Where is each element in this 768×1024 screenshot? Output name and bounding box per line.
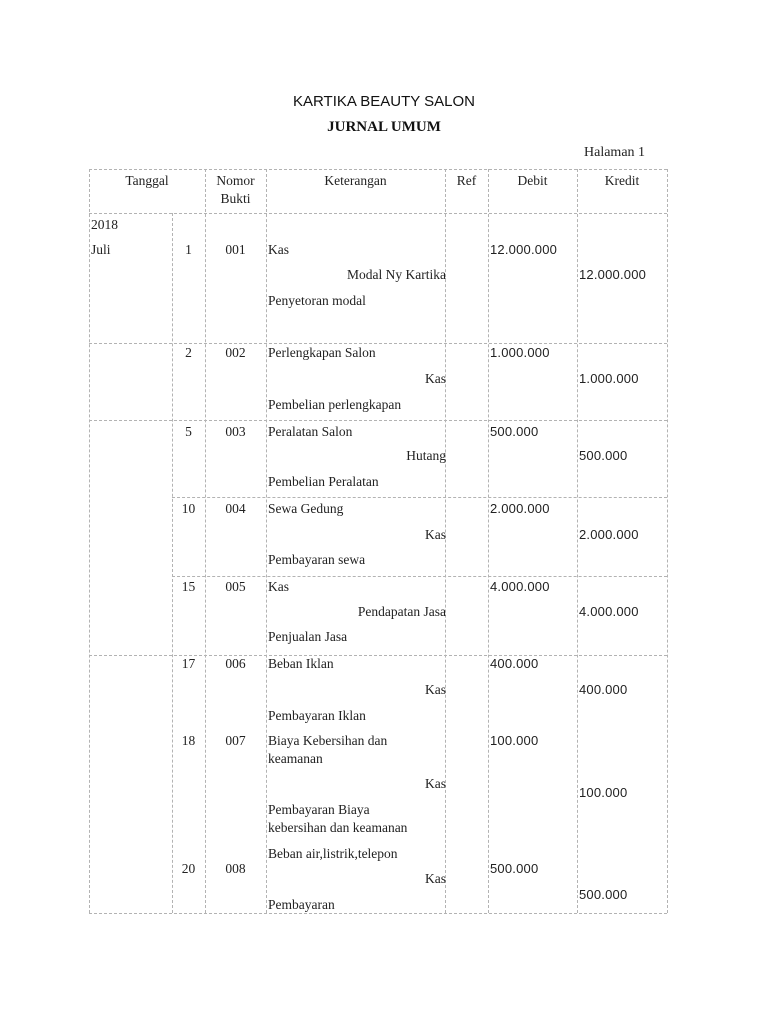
- entry-description: Pembelian Peralatan: [268, 474, 379, 489]
- debit-amount: 500.000: [490, 861, 539, 876]
- entry-day: 1: [185, 242, 192, 257]
- credit-account: Kas: [425, 682, 446, 697]
- credit-account: Kas: [425, 371, 446, 386]
- credit-account: Pendapatan Jasa: [357, 604, 446, 619]
- credit-account: Modal Ny Kartika: [347, 267, 446, 282]
- debit-account: Beban air,listrik,telepon: [268, 846, 398, 861]
- row-divider: [172, 576, 667, 577]
- entry-day: 18: [181, 733, 196, 748]
- year-label: 2018: [91, 217, 118, 232]
- credit-amount: 1.000.000: [579, 371, 639, 386]
- debit-amount: 500.000: [490, 424, 539, 439]
- header-tanggal: Tanggal: [125, 173, 169, 188]
- credit-account: Hutang: [406, 448, 446, 463]
- entry-description: Pembayaran sewa: [268, 552, 366, 567]
- debit-amount: 12.000.000: [490, 242, 558, 257]
- credit-amount: 100.000: [579, 785, 628, 800]
- entry-bukti: 003: [225, 424, 246, 439]
- entry-bukti: 005: [225, 579, 246, 594]
- debit-account: Perlengkapan Salon: [268, 345, 376, 360]
- entry-day: 15: [181, 579, 196, 594]
- entry-description: Penjualan Jasa: [268, 629, 348, 644]
- entry-bukti: 004: [225, 501, 246, 516]
- debit-amount: 400.000: [490, 656, 539, 671]
- entry-bukti: 007: [225, 733, 246, 748]
- entry-day: 10: [181, 501, 196, 516]
- debit-account: Beban Iklan: [268, 656, 334, 671]
- credit-account: Kas: [425, 871, 446, 886]
- debit-account: Biaya Kebersihan dan keamanan: [268, 733, 388, 766]
- credit-amount: 500.000: [579, 887, 628, 902]
- credit-account: Kas: [425, 527, 446, 542]
- row-divider: [89, 420, 667, 421]
- debit-amount: 4.000.000: [490, 579, 550, 594]
- credit-amount: 500.000: [579, 448, 628, 463]
- entry-bukti: 002: [225, 345, 246, 360]
- debit-amount: 2.000.000: [490, 501, 550, 516]
- table-border-top: [89, 169, 667, 170]
- table-border-bottom: [89, 913, 667, 914]
- entry-description: Pembayaran Biaya kebersihan dan keamanan: [268, 802, 408, 835]
- column-divider: [205, 169, 206, 913]
- header-divider: [89, 213, 667, 214]
- column-divider: [266, 169, 267, 913]
- credit-account: Kas: [425, 776, 446, 791]
- entry-description: Pembelian perlengkapan: [268, 397, 402, 412]
- credit-amount: 12.000.000: [579, 267, 647, 282]
- debit-account: Sewa Gedung: [268, 501, 344, 516]
- company-title: KARTIKA BEAUTY SALON: [292, 93, 475, 110]
- month-label: Juli: [91, 242, 111, 257]
- credit-amount: 400.000: [579, 682, 628, 697]
- entry-bukti: 001: [225, 242, 246, 257]
- header-nomor-bukti: Nomor Bukti: [216, 173, 255, 206]
- debit-amount: 100.000: [490, 733, 539, 748]
- table-border-right: [667, 169, 668, 913]
- column-divider: [488, 169, 489, 913]
- page-number: Halaman 1: [584, 145, 646, 160]
- entry-day: 2: [185, 345, 192, 360]
- debit-account: Peralatan Salon: [268, 424, 353, 439]
- row-divider: [172, 497, 667, 498]
- debit-amount: 1.000.000: [490, 345, 550, 360]
- entry-bukti: 008: [225, 861, 246, 876]
- header-debit: Debit: [517, 173, 548, 188]
- entry-bukti: 006: [225, 656, 246, 671]
- debit-account: Kas: [268, 579, 289, 594]
- table-border-left: [89, 169, 90, 913]
- column-divider: [172, 213, 173, 913]
- entry-description: Pembayaran: [268, 897, 335, 912]
- credit-amount: 4.000.000: [579, 604, 639, 619]
- header-keterangan: Keterangan: [324, 173, 387, 188]
- credit-amount: 2.000.000: [579, 527, 639, 542]
- entry-description: Penyetoran modal: [268, 293, 366, 308]
- journal-title: JURNAL UMUM: [327, 119, 441, 135]
- debit-account: Kas: [268, 242, 289, 257]
- header-ref: Ref: [456, 173, 477, 188]
- header-kredit: Kredit: [604, 173, 640, 188]
- entry-description: Pembayaran Iklan: [268, 708, 366, 723]
- column-divider: [577, 169, 578, 913]
- entry-day: 5: [185, 424, 192, 439]
- entry-day: 20: [181, 861, 196, 876]
- entry-day: 17: [181, 656, 196, 671]
